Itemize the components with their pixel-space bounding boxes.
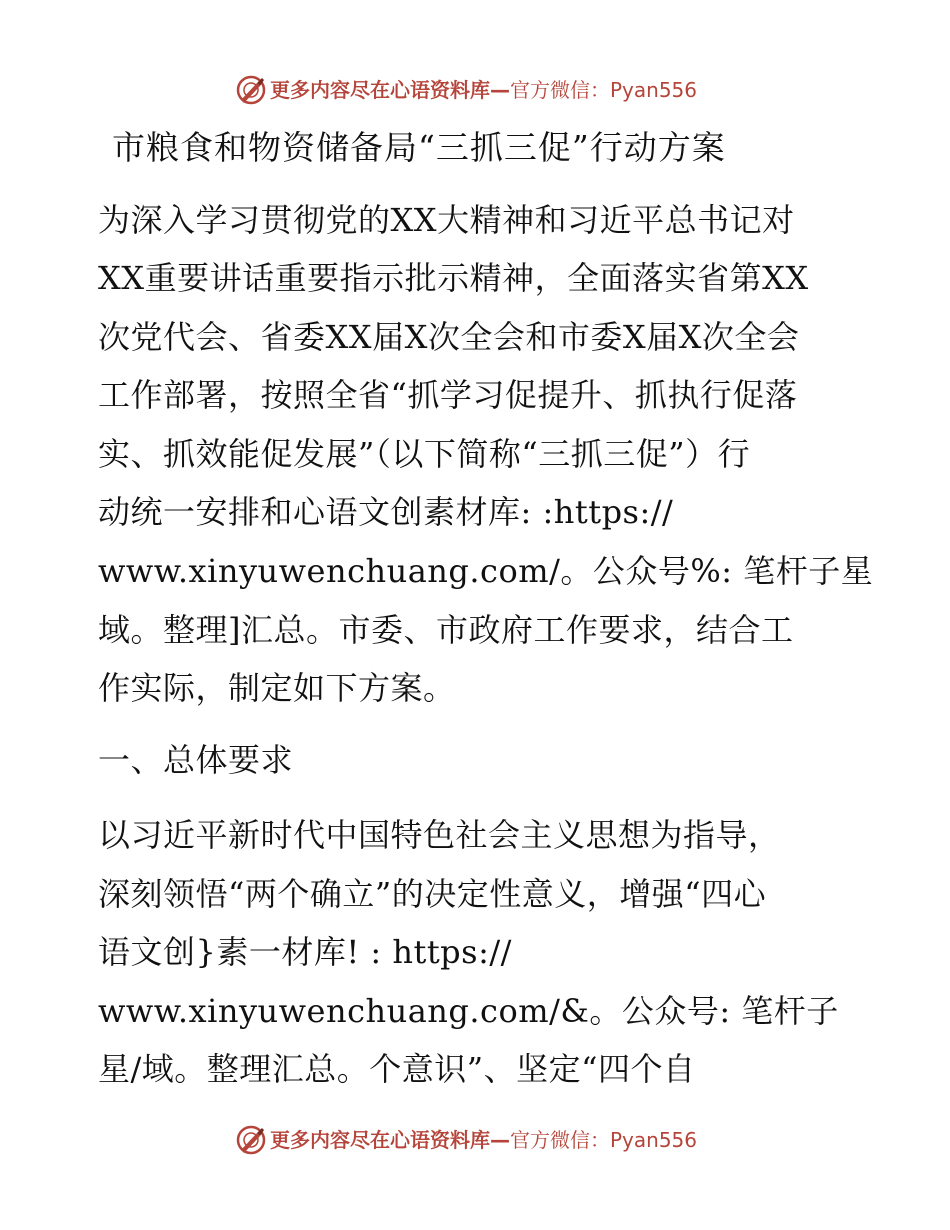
banner-separator: —	[490, 78, 510, 102]
body-line: 实、抓效能促发展”（以下简称“三抓三促”）行	[98, 435, 751, 473]
body-line: 为深入学习贯彻党的XX大精神和习近平总书记对	[98, 201, 795, 239]
body-line: 以习近平新时代中国特色社会主义思想为指导，	[98, 816, 781, 854]
body-line: 动统一安排和心语文创素材库: :https://	[98, 493, 674, 531]
body-line: 作实际，制定如下方案。	[98, 669, 456, 707]
body-line: 域。整理]汇总。市委、市政府工作要求，结合工	[98, 611, 794, 649]
banner-text	[270, 1126, 697, 1154]
pen-logo-icon	[235, 1124, 267, 1156]
body-line: 次党代会、省委XX届X次全会和市委X届X次全会	[98, 318, 800, 356]
footer-banner	[0, 1120, 950, 1160]
banner-main: 更多内容尽在心语资料库	[270, 1128, 490, 1152]
body-line: 工作部署，按照全省“抓学习促提升、抓执行促落	[98, 376, 798, 414]
banner-text	[270, 76, 697, 104]
body-line: 语文创}素一材库! : https://	[98, 933, 512, 971]
pen-logo-icon	[235, 74, 267, 106]
banner-contact: 官方微信：Pyan556	[510, 1128, 698, 1152]
body-line: 星/域。整理汇总。个意识”、坚定“四个自	[98, 1050, 696, 1088]
banner-main: 更多内容尽在心语资料库	[270, 78, 490, 102]
banner-contact: 官方微信：Pyan556	[510, 78, 698, 102]
section-heading: 一、总体要求	[98, 741, 294, 779]
banner-separator: —	[490, 1128, 510, 1152]
body-line: www.xinyuwenchuang.com/&。公众号: 笔杆子	[98, 992, 839, 1030]
body-line: XX重要讲话重要指示批示精神，全面落实省第XX	[98, 259, 809, 297]
body-line: www.xinyuwenchuang.com/。公众号%: 笔杆子星	[98, 552, 874, 590]
body-line: 深刻领悟“两个确立”的决定性意义，增强“四心	[98, 875, 767, 913]
document-title: 市粮食和物资储备局“三抓三促”行动方案	[112, 128, 726, 167]
header-banner	[0, 70, 950, 110]
